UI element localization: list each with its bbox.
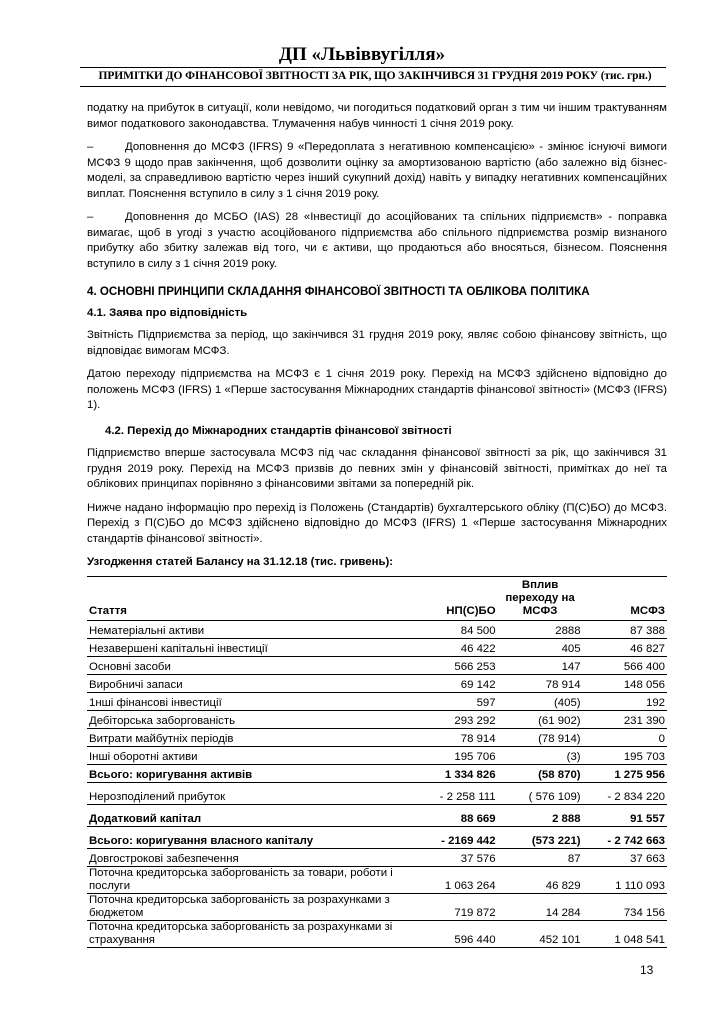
cell-effect: 78 914 — [498, 674, 583, 692]
dash-marker: – — [87, 141, 94, 153]
table-caption: Узгодження статей Балансу на 31.12.18 (тис. гривень): — [87, 556, 394, 568]
table-row — [87, 893, 667, 920]
header-effect: Вплив переходу на МСФЗ — [498, 576, 583, 620]
table-row — [87, 782, 667, 804]
cell-item: Поточна кредиторська заборгованість за товари, роботи і послуги — [87, 866, 413, 893]
cell-msfz: 1 048 541 — [583, 920, 667, 947]
cell-npsbo: 566 253 — [413, 656, 498, 674]
cell-npsbo: 78 914 — [413, 728, 498, 746]
paragraph-first-application: Підприємство вперше застосувала МСФЗ під час складання фінансової звітності за рік, що закінчився 31 грудня 2019 року. Перехід на МСФЗ призвів до певних змін у фінансовій звітності, примітках до неї та облікових принципах порівняно з фінансовими звітами за попередній рік. — [87, 447, 667, 490]
table-row — [87, 656, 667, 674]
header-msfz: МСФЗ — [583, 576, 667, 620]
cell-effect: (78 914) — [498, 728, 583, 746]
paragraph-transition-info: Нижче надано інформацію про перехід із Положень (Стандартів) бухгалтерського обліку (П(С)БО) до МСФЗ. Перехід з П(С)БО до МСФЗ здійснено відповідно до МСФЗ (IFRS) 1 «Перше застосування Міжнародних стандартів фінансової звітності». — [87, 501, 667, 545]
page-content — [87, 101, 667, 948]
cell-effect: 14 284 — [498, 893, 583, 920]
cell-npsbo: 1 334 826 — [413, 764, 498, 782]
paragraph-tax: податку на прибуток в ситуації, коли невідомо, чи погодиться податковий орган з тим чи іншим трактуванням вимог податкового законодавства. Тлумачення набув чинності 1 січня 2019 року. — [87, 102, 667, 130]
table-header-row — [87, 576, 667, 620]
cell-npsbo: 596 440 — [413, 920, 498, 947]
cell-msfz: 1 275 956 — [583, 764, 667, 782]
table-row — [87, 620, 667, 638]
cell-effect: 405 — [498, 638, 583, 656]
cell-msfz: 734 156 — [583, 893, 667, 920]
cell-msfz: 37 663 — [583, 848, 667, 866]
section-4-1-heading: 4.1. Заява про відповідність — [87, 306, 248, 319]
cell-effect: ( 576 109) — [498, 782, 583, 804]
table-row — [87, 848, 667, 866]
cell-npsbo: 88 669 — [413, 804, 498, 826]
cell-npsbo: 719 872 — [413, 893, 498, 920]
header-rule-bottom — [80, 86, 666, 87]
table-row — [87, 728, 667, 746]
page-subtitle: ПРИМІТКИ ДО ФІНАНСОВОЇ ЗВІТНОСТІ ЗА РІК, ЩО ЗАКІНЧИВСЯ 31 ГРУДНЯ 2019 РОКУ (тис. грн.) — [98, 70, 652, 82]
cell-msfz: - 2 834 220 — [583, 782, 667, 804]
cell-msfz: 148 056 — [583, 674, 667, 692]
cell-msfz: 87 388 — [583, 620, 667, 638]
paragraph-ias28 — [87, 210, 667, 272]
cell-npsbo: 195 706 — [413, 746, 498, 764]
table-row — [87, 746, 667, 764]
header-rule-top — [80, 67, 666, 68]
cell-item: Незавершені капітальні інвестиції — [87, 638, 413, 656]
cell-item: Поточна кредиторська заборгованість за розрахунками з бюджетом — [87, 893, 413, 920]
cell-npsbo: - 2 258 111 — [413, 782, 498, 804]
table-row — [87, 638, 667, 656]
cell-item: Довгострокові забезпечення — [87, 848, 413, 866]
cell-effect: (61 902) — [498, 710, 583, 728]
cell-effect: 452 101 — [498, 920, 583, 947]
table-row — [87, 804, 667, 826]
cell-effect: 2 888 — [498, 804, 583, 826]
cell-item: Основні засоби — [87, 656, 413, 674]
cell-item: Всього: коригування власного капіталу — [87, 826, 413, 848]
cell-item: Додатковий капітал — [87, 804, 413, 826]
cell-msfz: - 2 742 663 — [583, 826, 667, 848]
cell-npsbo: 84 500 — [413, 620, 498, 638]
cell-effect: (58 870) — [498, 764, 583, 782]
cell-msfz: 195 703 — [583, 746, 667, 764]
cell-msfz: 192 — [583, 692, 667, 710]
paragraph-ifrs9-text: Доповнення до МСФЗ (IFRS) 9 «Передоплата з негативною компенсацією» - змінює існуючі вимоги МСФЗ 9 щодо прав закінчення, щоб дозволити оцінку за амортизованою вартістю (або залежно від бізнес-моделі, за справедливою вартістю через інший сукупний дохід) навіть у випадку негативних компенсаційних виплат. Пояснення вступило в силу з 1 січня 2019 року. — [87, 141, 667, 200]
table-row — [87, 826, 667, 848]
cell-msfz: 46 827 — [583, 638, 667, 656]
cell-effect: 2888 — [498, 620, 583, 638]
section-4-2-heading: 4.2. Перехід до Міжнародних стандартів фінансової звітності — [105, 424, 452, 437]
cell-item: Витрати майбутніх періодів — [87, 728, 413, 746]
paragraph-ias28-text: Доповнення до МСБО (IAS) 28 «Інвестиції до асоційованих та спільних підприємств» - поправка вимагає, щоб в угоді з участю асоційованого підприємства або спільного підприємства розмір визнаного прибутку або збитку залежав від того, чи є активи, що продаються або вносяться, бізнесом. Пояснення вступило в силу з 1 січня 2019 року. — [87, 211, 667, 270]
cell-msfz: 91 557 — [583, 804, 667, 826]
balance-reconciliation-table — [87, 576, 667, 948]
cell-item: Інші оборотні активи — [87, 746, 413, 764]
cell-npsbo: 293 292 — [413, 710, 498, 728]
header-item: Стаття — [87, 576, 413, 620]
dash-marker: – — [87, 211, 94, 223]
table-row — [87, 710, 667, 728]
cell-msfz: 231 390 — [583, 710, 667, 728]
cell-item: 1нші фінансові інвестиції — [87, 692, 413, 710]
cell-item: Нематеріальні активи — [87, 620, 413, 638]
cell-npsbo: - 2169 442 — [413, 826, 498, 848]
company-title: ДП «Львіввугілля» — [278, 44, 446, 65]
paragraph-transition-date: Датою переходу підприємства на МСФЗ є 1 січня 2019 року. Перехід на МСФЗ здійснено відповідно до положень МСФЗ (IFRS) 1 «Перше застосування Міжнародних стандартів фінансової звітності» (МСФЗ (IFRS) 1). — [87, 368, 667, 411]
cell-effect: 87 — [498, 848, 583, 866]
cell-item: Нерозподілений прибуток — [87, 782, 413, 804]
cell-item: Виробничі запаси — [87, 674, 413, 692]
paragraph-ifrs9 — [87, 140, 667, 202]
cell-npsbo: 1 063 264 — [413, 866, 498, 893]
table-row — [87, 866, 667, 893]
cell-npsbo: 46 422 — [413, 638, 498, 656]
cell-npsbo: 69 142 — [413, 674, 498, 692]
cell-npsbo: 37 576 — [413, 848, 498, 866]
table-row — [87, 692, 667, 710]
cell-effect: (3) — [498, 746, 583, 764]
cell-item: Всього: коригування активів — [87, 764, 413, 782]
cell-item: Дебіторська заборгованість — [87, 710, 413, 728]
paragraph-compliance: Звітність Підприємства за період, що закінчився 31 грудня 2019 року, являє собою фінансову звітність, що відповідає вимогам МСФЗ. — [87, 329, 667, 357]
cell-effect: (405) — [498, 692, 583, 710]
table-row — [87, 674, 667, 692]
cell-item: Поточна кредиторська заборгованість за розрахунками зі страхування — [87, 920, 413, 947]
cell-msfz: 0 — [583, 728, 667, 746]
section-4-heading: 4. ОСНОВНІ ПРИНЦИПИ СКЛАДАННЯ ФІНАНСОВОЇ ЗВІТНОСТІ ТА ОБЛІКОВА ПОЛІТИКА — [87, 285, 590, 298]
cell-effect: 147 — [498, 656, 583, 674]
header-npsbo: НП(С)БО — [413, 576, 498, 620]
cell-effect: 46 829 — [498, 866, 583, 893]
cell-effect: (573 221) — [498, 826, 583, 848]
table-row — [87, 764, 667, 782]
cell-msfz: 1 110 093 — [583, 866, 667, 893]
cell-npsbo: 597 — [413, 692, 498, 710]
cell-msfz: 566 400 — [583, 656, 667, 674]
page-number: 13 — [640, 963, 654, 977]
table-row — [87, 920, 667, 947]
